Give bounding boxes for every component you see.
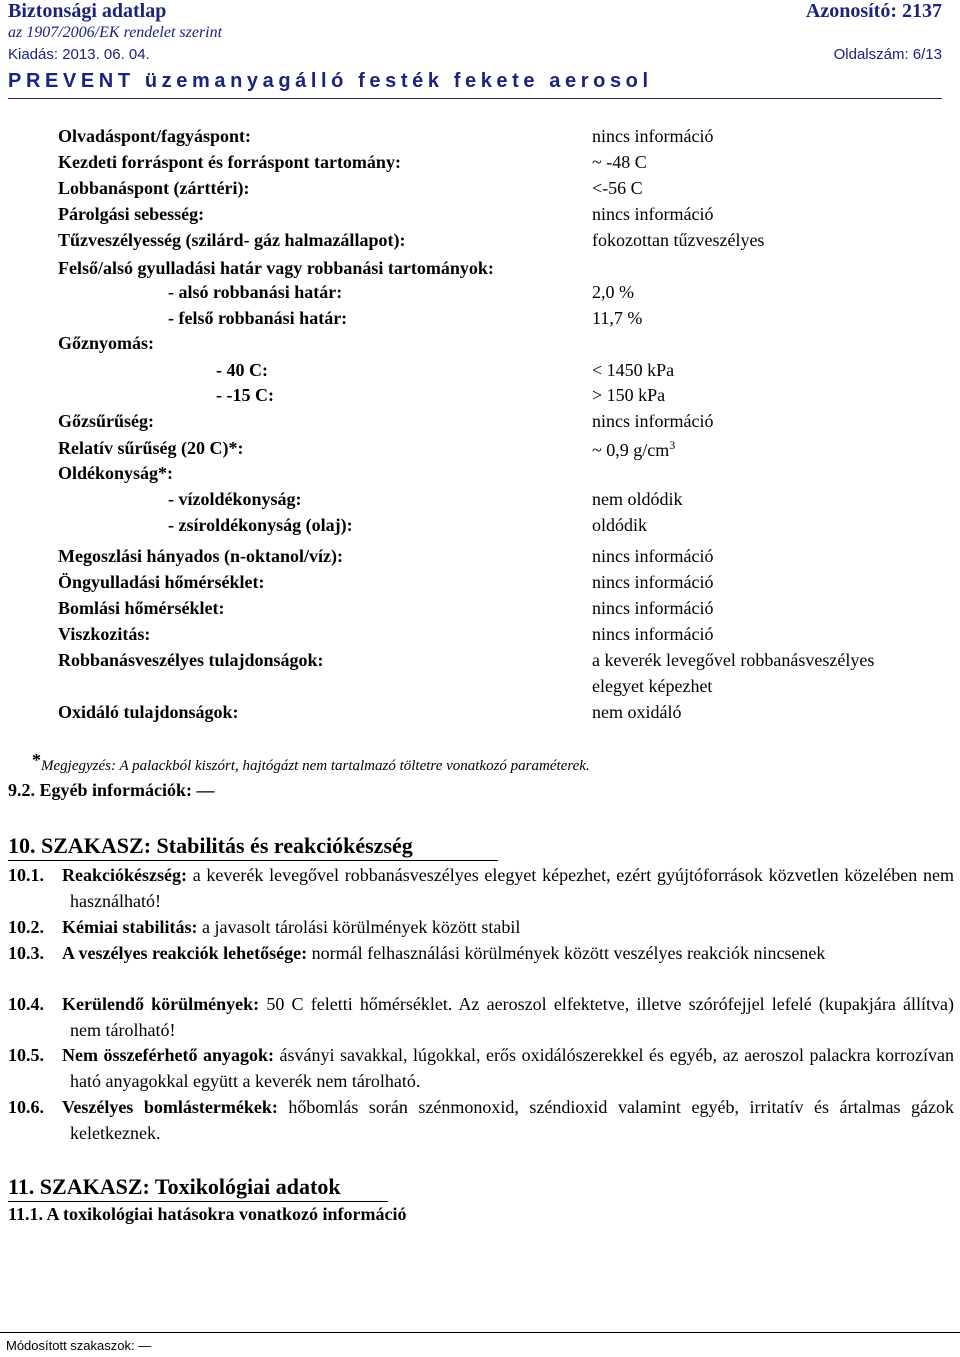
property-label: Felső/alsó gyulladási határ vagy robbanási tartományok: (58, 258, 494, 278)
section-10-1-paragraph (8, 862, 954, 914)
property-value (592, 438, 675, 461)
item-number: 10.2. (8, 917, 44, 937)
property-label: Oldékonyság*: (58, 463, 174, 483)
item-number: 10.3. (8, 943, 44, 963)
property-label: Oxidáló tulajdonságok: (58, 702, 239, 722)
section-10-3-paragraph (8, 940, 954, 966)
property-label: - vízoldékonyság: (168, 489, 302, 509)
footnote-mark: * (32, 750, 41, 770)
header-divider (8, 98, 942, 99)
property-label: Robbanásveszélyes tulajdonságok: (58, 650, 324, 670)
footnote (32, 748, 590, 775)
property-value: a keverék levegővel robbanásveszélyes (592, 650, 875, 670)
item-title: Veszélyes bomlástermékek: (62, 1097, 278, 1117)
item-text: 50 C feletti hőmérséklet. Az aeroszol elfektetve, illetve szórófejjel lefelé (kupakjára állítva) nem tárolható! (70, 994, 954, 1040)
property-label: - 40 C: (216, 360, 268, 380)
section-10-4-paragraph (8, 991, 954, 1043)
section-10-5-paragraph (8, 1042, 954, 1094)
item-number: 10.5. (8, 1045, 44, 1065)
property-value: 2,0 % (592, 282, 634, 302)
item-title: Nem összeférhető anyagok: (62, 1045, 275, 1065)
item-title: Kerülendő körülmények: (62, 994, 260, 1014)
item-title: Reakciókészség: (62, 865, 187, 885)
density-value: ~ 0,9 g/cm (592, 440, 670, 460)
section-10-2-paragraph (8, 914, 954, 940)
property-label: - alsó robbanási határ: (168, 282, 343, 302)
section-10-title: 10. SZAKASZ: Stabilitás és reakciókészség (8, 833, 413, 858)
section-11-1-heading: 11.1. A toxikológiai hatásokra vonatkozó információ (8, 1204, 407, 1224)
property-label: Kezdeti forráspont és forráspont tartomány: (58, 152, 401, 172)
property-label: Bomlási hőmérséklet: (58, 598, 225, 618)
footnote-text: Megjegyzés: A palackból kiszórt, hajtógázt nem tartalmazó töltetre vonatkozó paraméterek. (41, 758, 590, 774)
property-label: - felső robbanási határ: (168, 308, 348, 328)
property-label: Gőznyomás: (58, 333, 154, 353)
item-number: 10.6. (8, 1097, 44, 1117)
property-value: 11,7 % (592, 308, 643, 328)
density-unit-exponent: 3 (669, 438, 676, 452)
property-label: Tűzveszélyesség (szilárd- gáz halmazállapot): (58, 230, 406, 250)
document-title: Biztonsági adatlap (8, 0, 167, 22)
item-number: 10.4. (8, 994, 44, 1014)
item-text: hőbomlás során szénmonoxid, széndioxid valamint egyéb, irritatív és ártalmas gázok keletkeznek. (70, 1097, 954, 1143)
property-value: nincs információ (592, 411, 714, 431)
item-title: A veszélyes reakciók lehetősége: (62, 943, 308, 963)
property-label: Olvadáspont/fagyáspont: (58, 126, 252, 146)
property-value: nincs információ (592, 572, 714, 592)
item-title: Kémiai stabilitás: (62, 917, 198, 937)
section-11-title: 11. SZAKASZ: Toxikológiai adatok (8, 1174, 341, 1199)
property-value: nincs információ (592, 624, 714, 644)
property-value: < 1450 kPa (592, 360, 675, 380)
property-value: fokozottan tűzveszélyes (592, 230, 765, 250)
property-value: nincs információ (592, 598, 714, 618)
property-value: nem oldódik (592, 489, 683, 509)
property-value-continued: elegyet képezhet (592, 676, 713, 696)
document-id: Azonosító: 2137 (805, 0, 942, 22)
property-value: ~ -48 C (592, 152, 647, 172)
item-text: normál felhasználási körülmények között veszélyes reakciók nincsenek (307, 943, 826, 963)
property-value: oldódik (592, 515, 648, 535)
property-value: nem oxidáló (592, 702, 682, 722)
property-label: Lobbanáspont (zárttéri): (58, 178, 250, 198)
footer-divider (0, 1332, 960, 1333)
property-label: Párolgási sebesség: (58, 204, 205, 224)
property-value: <-56 C (592, 178, 643, 198)
property-value: nincs információ (592, 204, 714, 224)
item-text: a keverék levegővel robbanásveszélyes elegyet képezhet, ezért gyújtóforrások közvetlen közelében nem használható! (70, 865, 954, 911)
issue-date: Kiadás: 2013. 06. 04. (8, 46, 150, 63)
section-11-underline (8, 1201, 388, 1202)
item-text: ásványi savakkal, lúgokkal, erős oxidálószerekkel és egyéb, az aeroszol palackra korrozívan ható anyagokkal együtt a keverék nem tárolható. (70, 1045, 955, 1091)
property-value: nincs információ (592, 546, 714, 566)
property-label: - -15 C: (216, 385, 274, 405)
property-label: Gőzsűrűség: (58, 411, 154, 431)
regulation-text: az 1907/2006/EK rendelet szerint (8, 24, 223, 41)
property-value: > 150 kPa (592, 385, 666, 405)
property-label: Viszkozitás: (58, 624, 151, 644)
property-label: Öngyulladási hőmérséklet: (58, 572, 265, 592)
item-number: 10.1. (8, 865, 44, 885)
section-9-2-heading: 9.2. Egyéb információk: — (8, 780, 215, 800)
product-name: PREVENT üzemanyagálló festék fekete aerosol (8, 70, 653, 92)
footer-modified-sections: Módosított szakaszok: — (6, 1338, 152, 1353)
property-label: Megoszlási hányados (n-oktanol/víz): (58, 546, 344, 566)
property-label: Relatív sűrűség (20 C)*: (58, 438, 244, 458)
item-text: a javasolt tárolási körülmények között stabil (197, 917, 521, 937)
property-label: - zsíroldékonyság (olaj): (168, 515, 353, 535)
section-10-6-paragraph (8, 1094, 954, 1146)
section-10-underline (8, 860, 498, 861)
property-value: nincs információ (592, 126, 714, 146)
page-number: Oldalszám: 6/13 (833, 46, 942, 63)
